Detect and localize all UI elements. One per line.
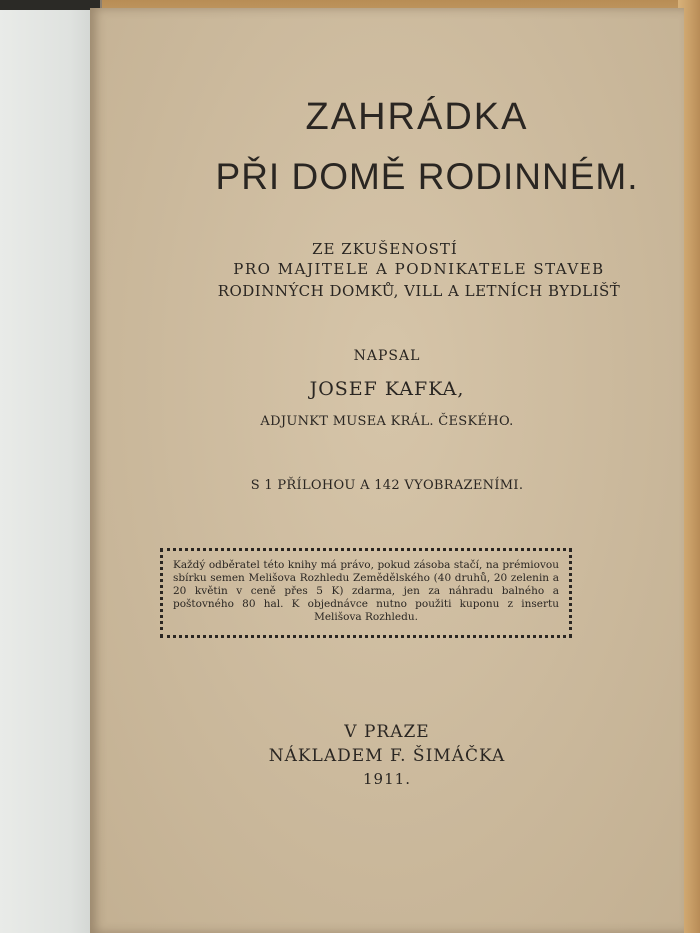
notice-text: Každý odběratel této knihy má právo, pokud zásoba stačí, na prémiovou sbírku semen Melišova Rozhledu Zemědělského (40 druhů, 20 zelenin a 20 květin v ceně přes 5 K) zdarma, jen za náhradu balného a poštovného 80 hal. K objednávce nutno použiti kuponu z insertu Melišova Rozhledu. bbox=[173, 559, 559, 623]
author-role: ADJUNKT MUSEA KRÁL. ČESKÉHO. bbox=[260, 414, 514, 429]
subtitle-line-3: RODINNÝCH DOMKŮ, VILL A LETNÍCH BYDLIŠŤ bbox=[217, 282, 621, 300]
notice-box bbox=[160, 548, 572, 638]
illustrations-note: S 1 PŘÍLOHOU A 142 VYOBRAZENÍMI. bbox=[250, 478, 524, 493]
publisher: NÁKLADEM F. ŠIMÁČKA bbox=[268, 746, 506, 766]
publication-place: V PRAZE bbox=[344, 722, 430, 742]
napsal-label: NAPSAL bbox=[353, 348, 421, 364]
subtitle-line-1: ZE ZKUŠENOSTÍ bbox=[312, 240, 458, 258]
publication-year: 1911. bbox=[363, 770, 411, 788]
subtitle-line-2: PRO MAJITELE A PODNIKATELE STAVEB bbox=[233, 260, 605, 278]
left-blank-page bbox=[0, 0, 102, 933]
book-title-line-1: ZAHRÁDKA bbox=[305, 96, 529, 138]
book-title-line-2: PŘI DOMĚ RODINNÉM. bbox=[215, 156, 639, 197]
title-page bbox=[90, 8, 684, 933]
author-name: JOSEF KAFKA, bbox=[309, 378, 465, 400]
